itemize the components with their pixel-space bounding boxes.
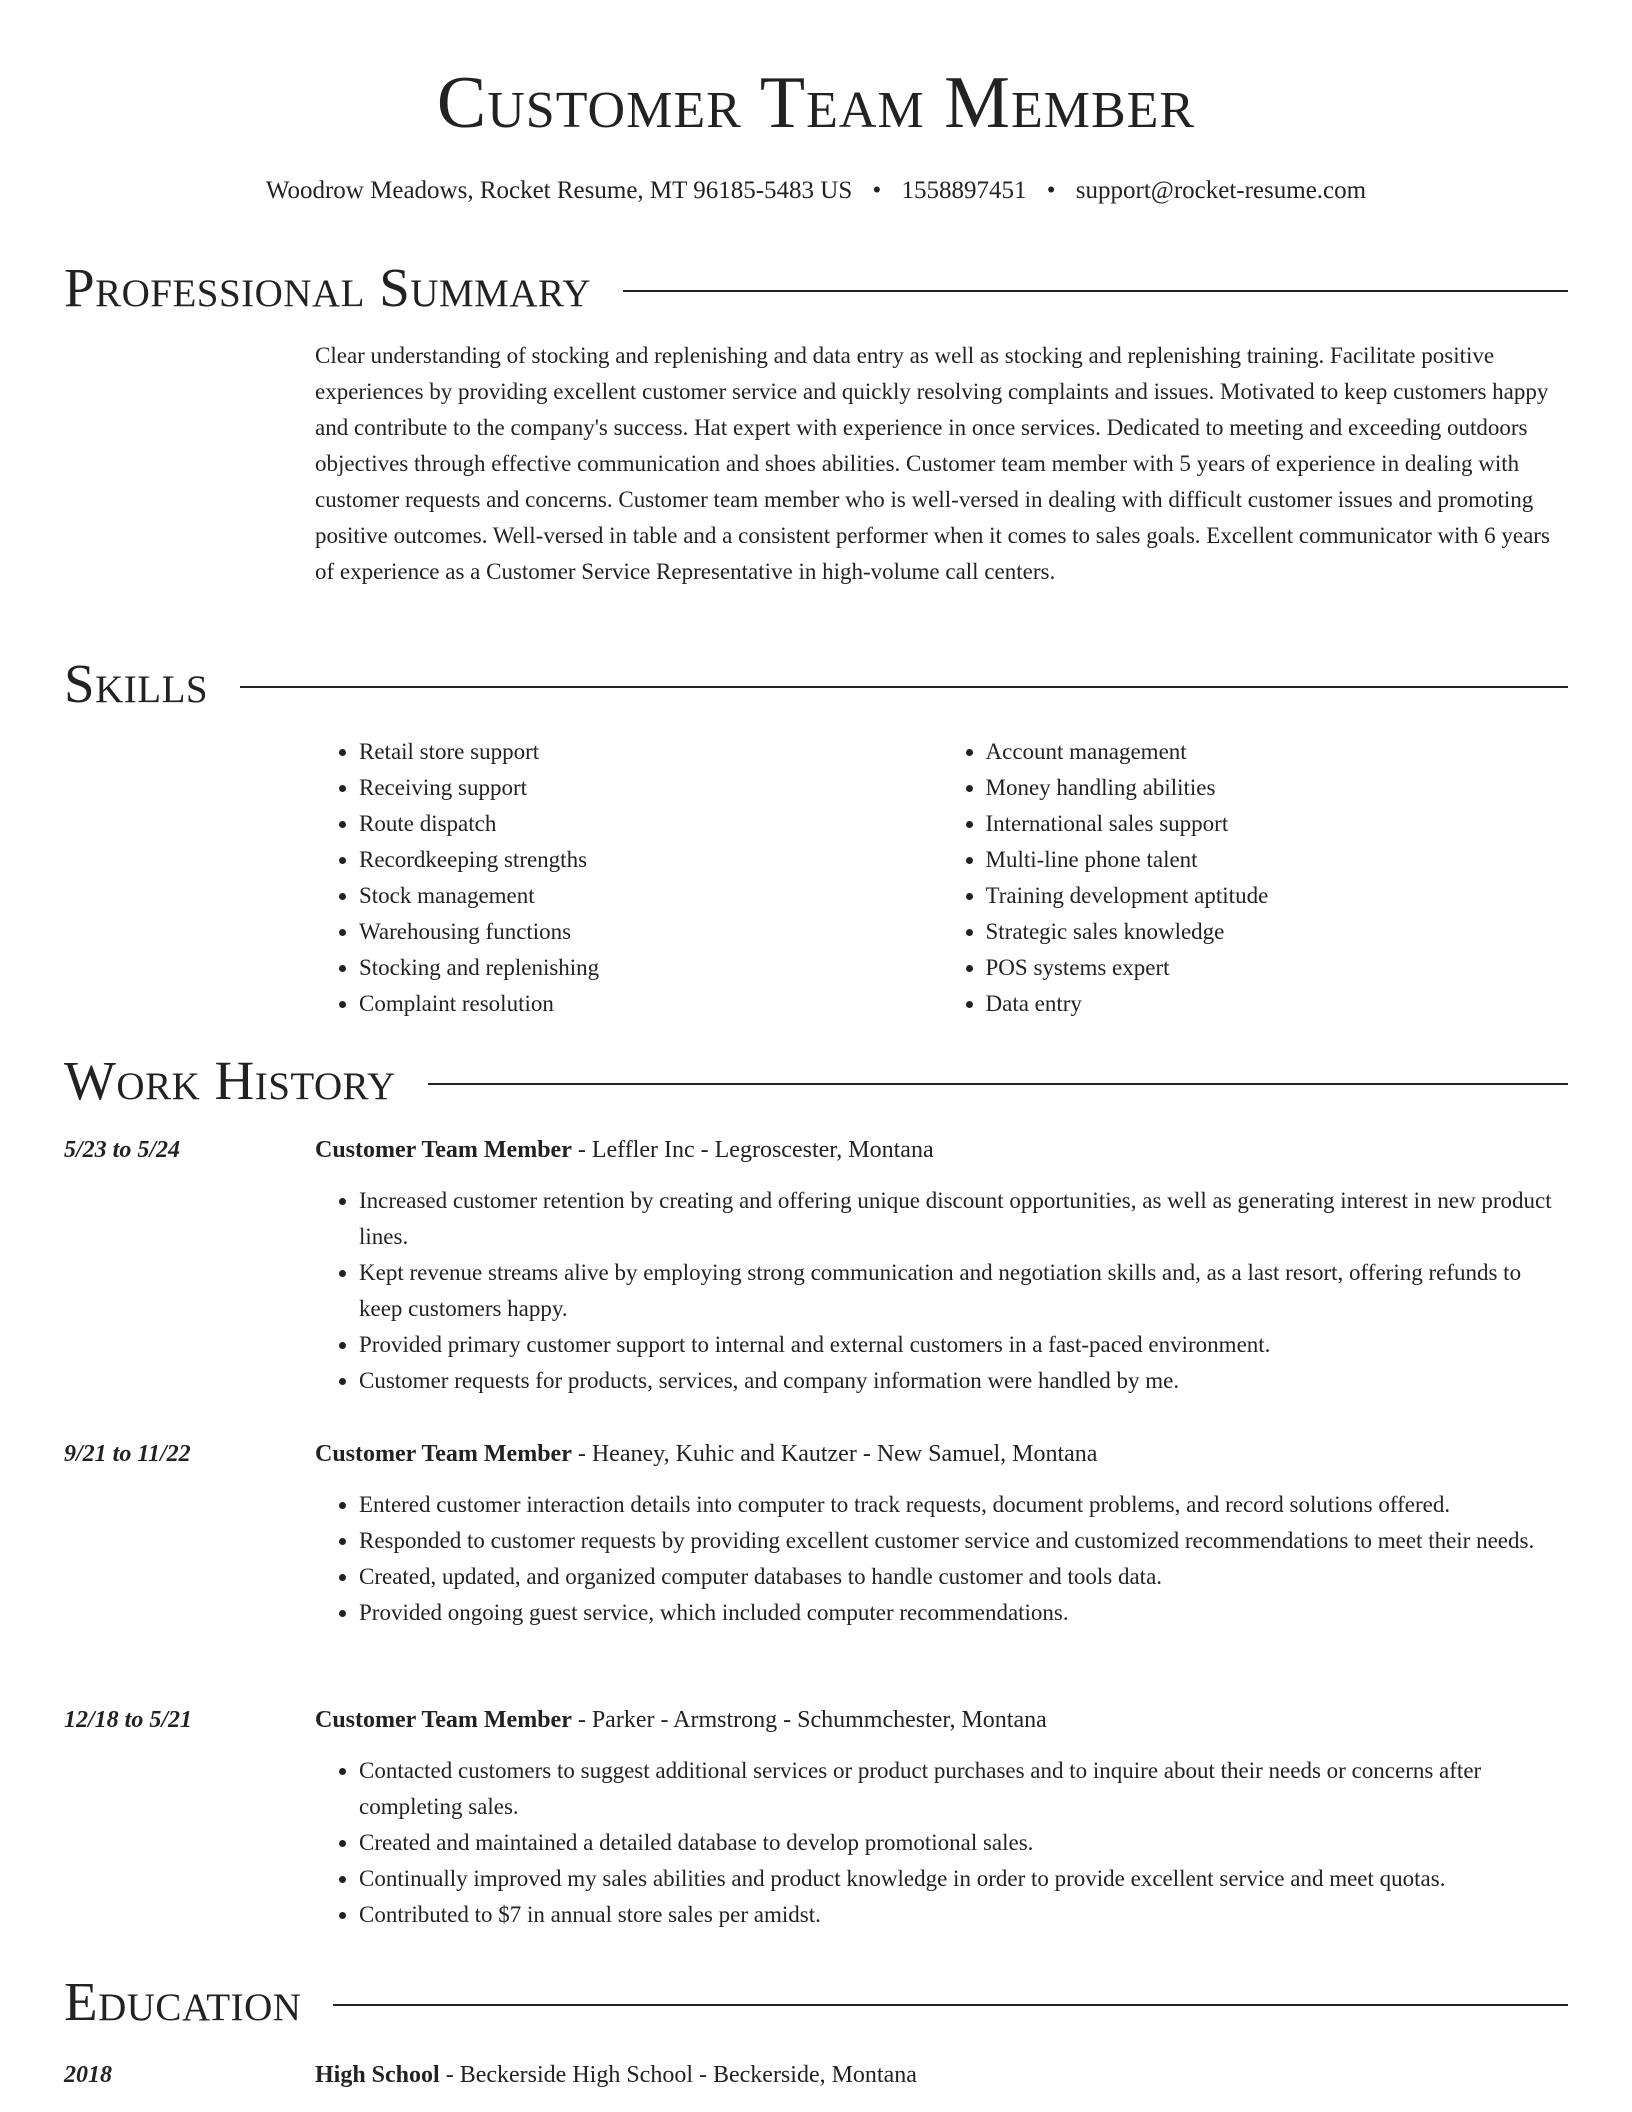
contact-phone: 1558897451	[901, 177, 1027, 204]
skill-item: • POS systems expert	[986, 950, 1569, 986]
work-dates: 12/18 to 5/21	[64, 1707, 193, 1733]
summary-text: Clear understanding of stocking and replenishing and data entry as well as stocking and replenishing training. Facilitate positive experiences by providing excellent customer service and quickly resolving complaints and issues. Motivated to keep customers happy and contribute to the company's success. Hat expert with experience in once services. Dedicated to meeting and exceeding outdoors objectives through effective communication and shoes abilities. Customer team member with 5 years of experience in dealing with customer requests and concerns. Customer team member who is well-versed in dealing with difficult customer issues and promoting positive outcomes. Well-versed in table and a consistent performer when it comes to sales goals. Excellent communicator with 6 years of experience as a Customer Service Representative in high-volume call centers.	[315, 343, 1550, 584]
contact-separator: •	[1046, 177, 1056, 204]
skill-item: • Receiving support	[359, 770, 942, 806]
section-divider	[623, 290, 1568, 292]
summary-section-title: Professional Summary	[64, 257, 592, 318]
skill-item: • Complaint resolution	[359, 986, 942, 1022]
work-section-header	[64, 1049, 1568, 1113]
summary-section-header	[64, 256, 1568, 320]
work-title: Customer Team Member	[315, 1137, 572, 1163]
skill-item: • Stock management	[359, 878, 942, 914]
contact-address: Woodrow Meadows, Rocket Resume, MT 96185-5483 US	[265, 177, 853, 204]
skill-item: • Recordkeeping strengths	[359, 842, 942, 878]
work-bullet: • Kept revenue streams alive by employing strong communication and negotiation skills and, as a last resort, offering refunds to keep customers happy.	[359, 1255, 1568, 1327]
section-divider	[240, 686, 1568, 688]
skills-list	[315, 734, 1568, 1022]
work-bullet: • Created, updated, and organized computer databases to handle customer and tools data.	[359, 1559, 1568, 1595]
contact-separator: •	[872, 177, 882, 204]
section-divider	[428, 1083, 1568, 1085]
work-bullets	[315, 1753, 1568, 1933]
skill-item: • Route dispatch	[359, 806, 942, 842]
work-bullet: • Continually improved my sales abilities and product knowledge in order to provide excellent service and meet quotas.	[359, 1861, 1568, 1897]
education-degree: High School	[315, 2062, 440, 2088]
skill-item: • Data entry	[986, 986, 1569, 1022]
skill-item: • International sales support	[986, 806, 1569, 842]
work-bullet: • Contributed to $7 in annual store sales per amidst.	[359, 1897, 1568, 1933]
work-bullets	[315, 1487, 1568, 1631]
skills-column-left	[315, 734, 942, 1022]
work-bullet: • Responded to customer requests by providing excellent customer service and customized recommendations to meet their needs.	[359, 1523, 1568, 1559]
skill-item: • Multi-line phone talent	[986, 842, 1569, 878]
skill-item: • Account management	[986, 734, 1569, 770]
work-bullet: • Customer requests for products, services, and company information were handled by me.	[359, 1363, 1568, 1399]
contact-line	[0, 174, 1632, 208]
work-employer: - Heaney, Kuhic and Kautzer - New Samuel, Montana	[571, 1441, 1098, 1467]
work-title: Customer Team Member	[315, 1441, 572, 1467]
work-employer: - Leffler Inc - Legroscester, Montana	[571, 1137, 934, 1163]
skill-item: • Stocking and replenishing	[359, 950, 942, 986]
contact-email: support@rocket-resume.com	[1075, 177, 1367, 204]
work-dates: 9/21 to 11/22	[64, 1441, 191, 1467]
work-heading	[315, 1703, 1568, 1737]
skill-item: • Money handling abilities	[986, 770, 1569, 806]
education-section-title: Education	[64, 1971, 302, 2032]
skills-section-header	[64, 652, 1568, 716]
section-divider	[333, 2004, 1568, 2006]
work-bullet: • Entered customer interaction details into computer to track requests, document problems, and record solutions offered.	[359, 1487, 1568, 1523]
work-dates: 5/23 to 5/24	[64, 1137, 181, 1163]
work-heading	[315, 1437, 1568, 1471]
skill-item: • Warehousing functions	[359, 914, 942, 950]
work-bullet: • Provided ongoing guest service, which included computer recommendations.	[359, 1595, 1568, 1631]
education-year: 2018	[64, 2062, 112, 2088]
education-school: - Beckerside High School - Beckerside, Montana	[439, 2062, 917, 2088]
skills-section-title: Skills	[64, 653, 209, 714]
work-heading	[315, 1133, 1568, 1167]
work-title: Customer Team Member	[315, 1707, 572, 1733]
skills-column-right	[942, 734, 1569, 1022]
skill-item: • Strategic sales knowledge	[986, 914, 1569, 950]
skill-item: • Retail store support	[359, 734, 942, 770]
work-bullets	[315, 1183, 1568, 1399]
candidate-name: Customer Team Member	[436, 62, 1196, 144]
work-bullet: • Contacted customers to suggest additional services or product purchases and to inquire about their needs or concerns after completing sales.	[359, 1753, 1568, 1825]
work-section-title: Work History	[64, 1050, 396, 1111]
education-heading	[315, 2058, 1568, 2092]
work-employer: - Parker - Armstrong - Schummchester, Montana	[571, 1707, 1047, 1733]
work-bullet: • Created and maintained a detailed database to develop promotional sales.	[359, 1825, 1568, 1861]
skill-item: • Training development aptitude	[986, 878, 1569, 914]
work-bullet: • Increased customer retention by creating and offering unique discount opportunities, as well as generating interest in new product lines.	[359, 1183, 1568, 1255]
education-section-header	[64, 1970, 1568, 2034]
work-bullet: • Provided primary customer support to internal and external customers in a fast-paced environment.	[359, 1327, 1568, 1363]
